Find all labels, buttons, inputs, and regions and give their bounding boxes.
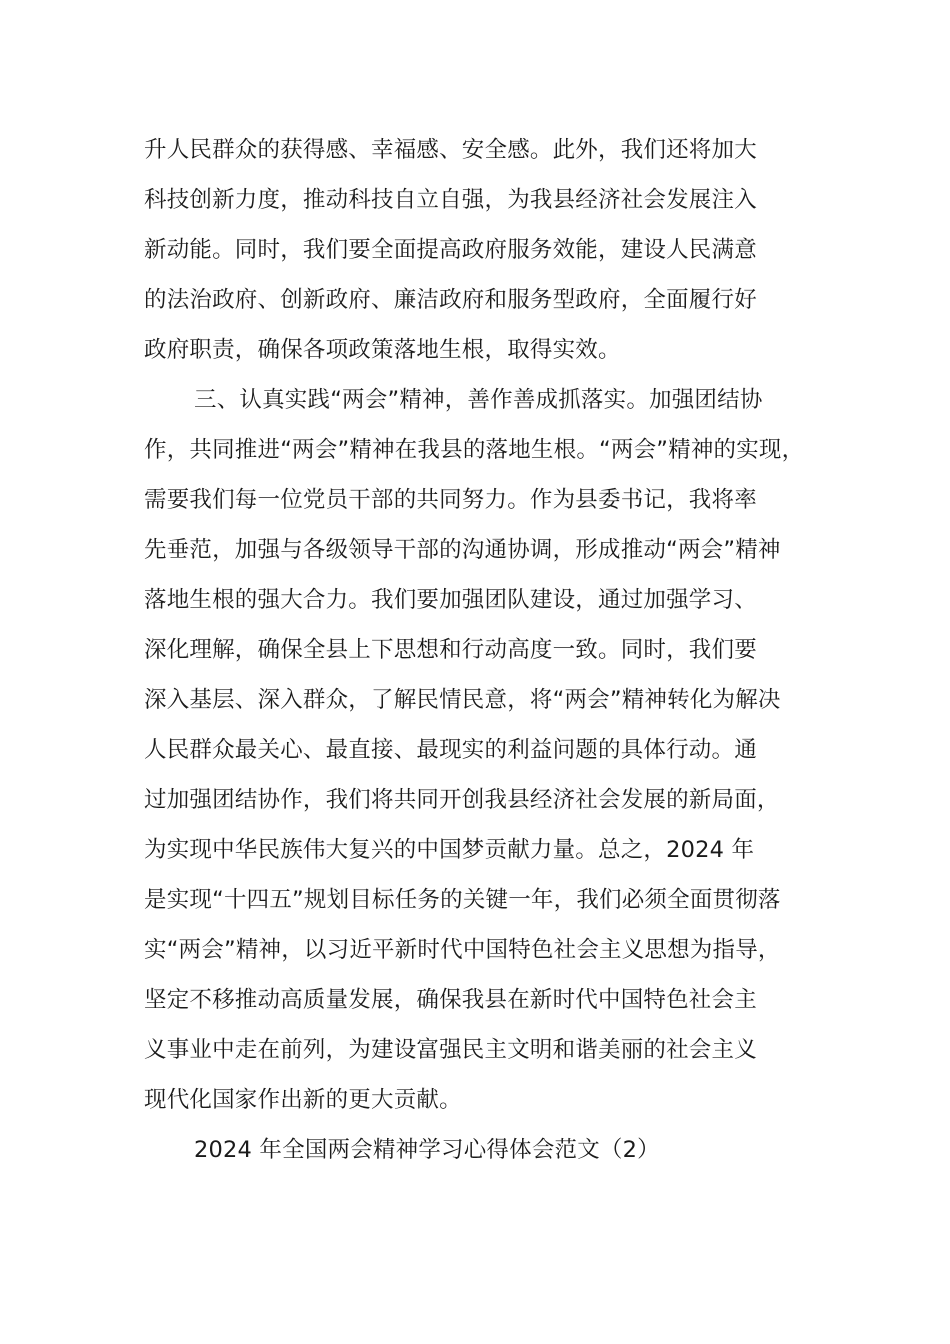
text-line: 过加强团结协作，我们将共同开创我县经济社会发展的新局面， — [144, 787, 780, 813]
text-line: 实“两会”精神，以习近平新时代中国特色社会主义思想为指导， — [144, 937, 781, 963]
text-line: 的法治政府、创新政府、廉洁政府和服务型政府，全面履行好 — [144, 287, 757, 313]
text-line: 义事业中走在前列，为建设富强民主文明和谐美丽的社会主义 — [144, 1037, 757, 1063]
text-line: 科技创新力度，推动科技自立自强，为我县经济社会发展注入 — [144, 187, 757, 213]
text-line: 坚定不移推动高质量发展，确保我县在新时代中国特色社会主 — [144, 987, 757, 1013]
text-line: 落地生根的强大合力。我们要加强团队建设，通过加强学习、 — [144, 587, 757, 613]
text-line: 新动能。同时，我们要全面提高政府服务效能，建设人民满意 — [144, 237, 757, 263]
text-line: 现代化国家作出新的更大贡献。 — [144, 1087, 462, 1113]
text-line: 升人民群众的获得感、幸福感、安全感。此外，我们还将加大 — [144, 137, 757, 163]
text-line: 人民群众最关心、最直接、最现实的利益问题的具体行动。通 — [144, 737, 757, 763]
text-line: 深入基层、深入群众，了解民情民意，将“两会”精神转化为解决 — [144, 687, 781, 713]
text-line: 政府职责，确保各项政策落地生根，取得实效。 — [144, 337, 621, 363]
text-line: 作，共同推进“两会”精神在我县的落地生根。“两会”精神的实现， — [144, 437, 805, 463]
text-line: 为实现中华民族伟大复兴的中国梦贡献力量。总之，2024 年 — [144, 837, 755, 863]
text-line: 先垂范，加强与各级领导干部的沟通协调，形成推动“两会”精神 — [144, 537, 781, 563]
text-line: 是实现“十四五”规划目标任务的关键一年，我们必须全面贯彻落 — [144, 887, 781, 913]
section-three-lead: 三、认真实践“两会”精神，善作善成抓落实。加强团结协 — [194, 387, 763, 413]
text-line: 深化理解，确保全县上下思想和行动高度一致。同时，我们要 — [144, 637, 757, 663]
article-heading: 2024 年全国两会精神学习心得体会范文（2） — [194, 1137, 660, 1163]
text-line: 需要我们每一位党员干部的共同努力。作为县委书记，我将率 — [144, 487, 757, 513]
